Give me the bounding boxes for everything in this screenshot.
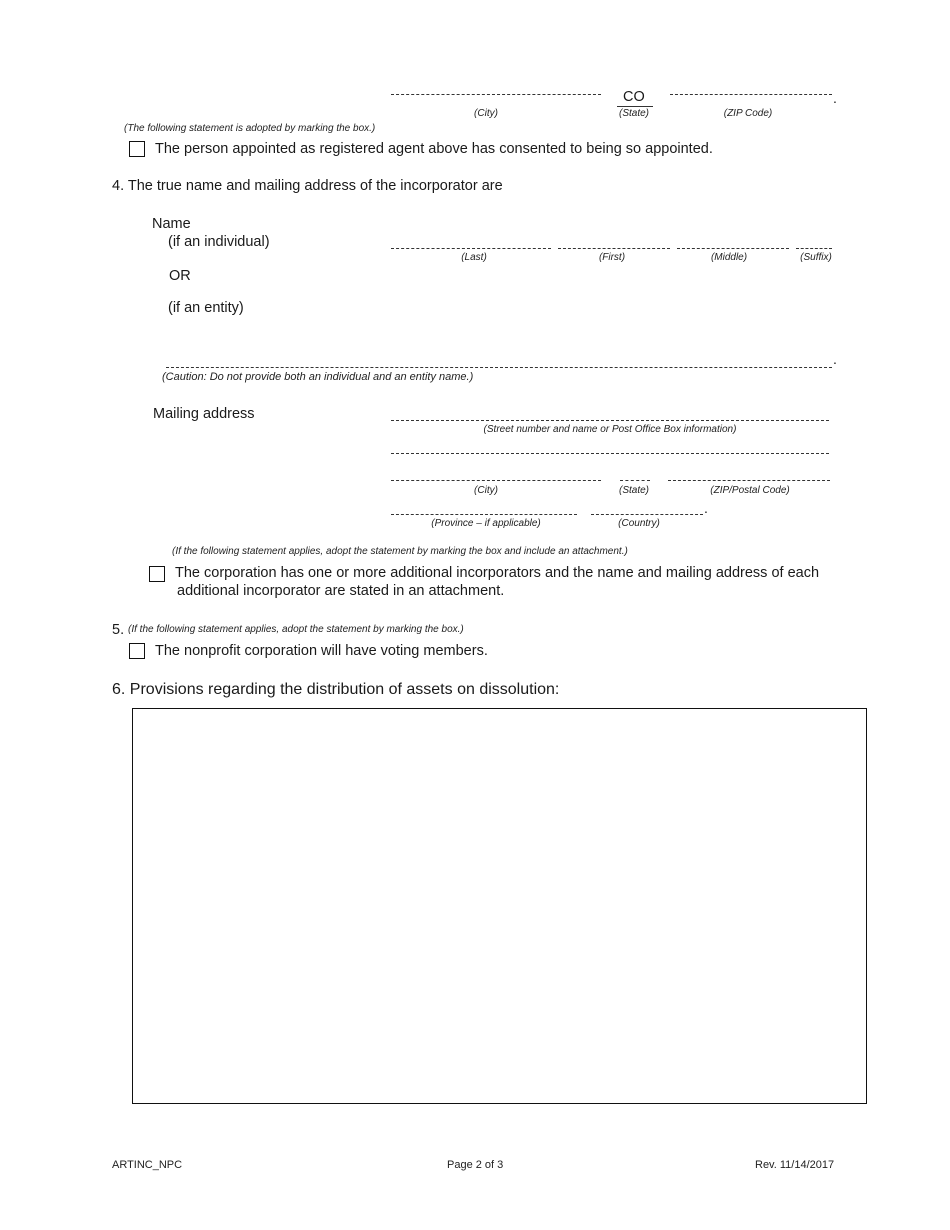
first-name-field[interactable]: [558, 248, 670, 249]
dissolution-provisions-field[interactable]: [132, 708, 867, 1104]
consent-label: The person appointed as registered agent above has consented to being so appointed.: [155, 141, 713, 157]
additional-label-line1: The corporation has one or more additional incorporators and the name and mailing address of each: [175, 565, 820, 581]
footer-form-id: ARTINC_NPC: [112, 1159, 183, 1171]
agent-zip-caption: (ZIP Code): [723, 108, 773, 119]
dissolution-provisions-value: [133, 709, 866, 721]
name-label: Name: [152, 216, 191, 232]
mailing-city-field[interactable]: [391, 480, 601, 481]
agent-state-value: CO: [623, 89, 645, 105]
province-caption: (Province – if applicable): [431, 518, 541, 529]
or-label: OR: [169, 268, 191, 284]
middle-caption: (Middle): [710, 252, 748, 263]
middle-name-field[interactable]: [677, 248, 789, 249]
additional-label-line2: additional incorporator are stated in an attachment.: [177, 583, 505, 599]
mailing-zip-field[interactable]: [668, 480, 830, 481]
agent-state-caption: (State): [618, 108, 649, 119]
street-line2-field[interactable]: [391, 453, 829, 454]
additional-note: (If the following statement applies, adopt the statement by marking the box and include an attachment.): [172, 546, 628, 557]
suffix-caption: (Suffix): [800, 252, 832, 263]
voting-members-label: The nonprofit corporation will have voting members.: [155, 643, 488, 659]
street-field[interactable]: [391, 420, 829, 421]
consent-checkbox[interactable]: [129, 141, 145, 157]
consent-note: (The following statement is adopted by marking the box.): [124, 123, 376, 134]
mailing-zip-caption: (ZIP/Postal Code): [710, 485, 790, 496]
entity-name-field[interactable]: [166, 367, 832, 368]
caution-note: [162, 371, 473, 383]
additional-incorporators-checkbox[interactable]: [149, 566, 165, 582]
street-caption: (Street number and name or Post Office Box information): [483, 424, 737, 435]
mailing-city-caption: (City): [474, 485, 498, 496]
agent-state-field[interactable]: [617, 106, 653, 107]
if-entity-label: (if an entity): [168, 300, 244, 316]
country-field[interactable]: [591, 514, 703, 515]
section5-note: (If the following statement applies, adopt the statement by marking the box.): [128, 624, 464, 635]
section5-number: 5.: [112, 622, 125, 638]
mailing-address-label: Mailing address: [153, 406, 255, 422]
last-name-field[interactable]: [391, 248, 551, 249]
footer-page-number: Page 2 of 3: [447, 1159, 504, 1171]
caution-text: (Caution: Do not provide both an individual and an entity name.): [162, 371, 474, 383]
mailing-state-field[interactable]: [620, 480, 650, 481]
section4-heading: 4. The true name and mailing address of the incorporator are: [112, 178, 503, 194]
agent-city-field[interactable]: [391, 94, 601, 95]
country-caption: (Country): [618, 518, 660, 529]
agent-zip-field[interactable]: [670, 94, 832, 95]
voting-members-checkbox[interactable]: [129, 643, 145, 659]
first-caption: (First): [598, 252, 626, 263]
if-individual-label: (if an individual): [168, 234, 270, 250]
country-period: .: [704, 500, 708, 516]
suffix-field[interactable]: [796, 248, 832, 249]
last-caption: (Last): [461, 252, 487, 263]
section6-heading: 6. Provisions regarding the distribution of assets on dissolution:: [112, 681, 560, 698]
entity-name-period: .: [833, 351, 837, 367]
agent-city-caption: (City): [474, 108, 498, 119]
province-field[interactable]: [391, 514, 577, 515]
footer-revision: Rev. 11/14/2017: [755, 1159, 835, 1171]
mailing-state-caption: (State): [618, 485, 649, 496]
agent-address-period: .: [833, 90, 837, 106]
